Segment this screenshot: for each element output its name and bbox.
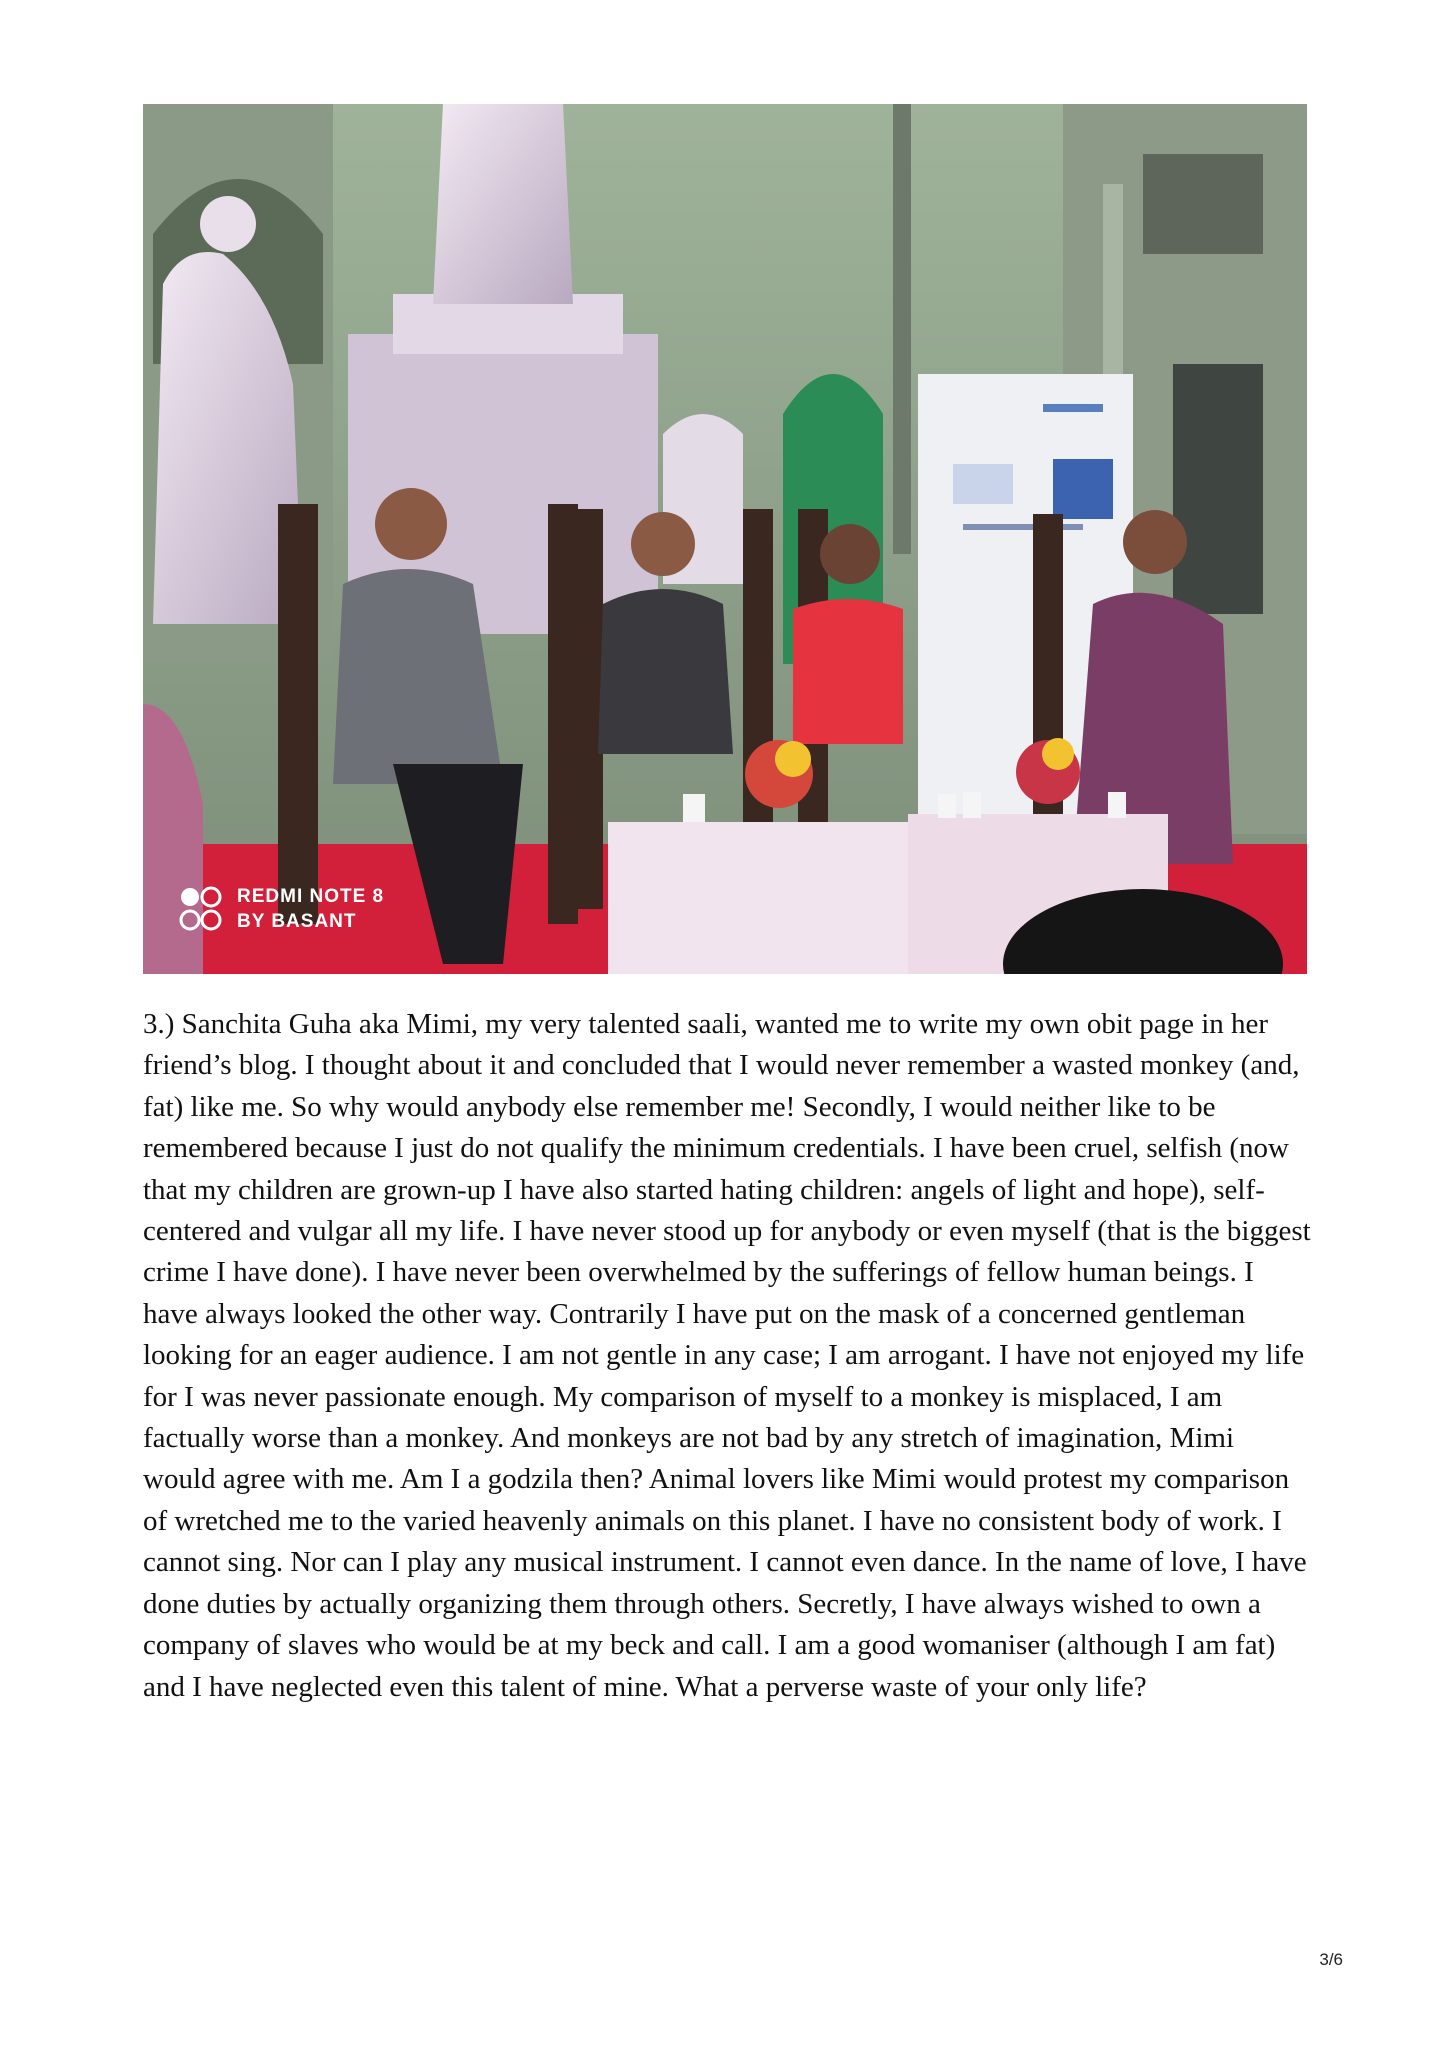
event-photo [143, 104, 1307, 974]
panel-discussion-image [143, 104, 1307, 974]
page-number: 3/6 [1319, 1950, 1343, 1969]
camera-logo-icon [179, 885, 223, 933]
camera-watermark [179, 884, 384, 934]
blog-paragraph: 3.) Sanchita Guha aka Mimi, my very talented saali, wanted me to write my own obit page in her friend’s blog. I thought about it and concluded that I would never remember a wasted monkey (and, fat) like me. So why would anybody else remember me! Secondly, I would neither like to be remembered because I just do not qualify the minimum credentials. I have been cruel, selfish (now that my children are grown-up I have also started hating children: angels of light and hope), self-centered and vulgar all my life. I have never stood up for anybody or even myself (that is the biggest crime I have done). I have never been overwhelmed by the sufferings of fellow human beings. I have always looked the other way. Contrarily I have put on the mask of a concerned gentleman looking for an eager audience. I am not gentle in any case; I am arrogant. I have not enjoyed my life for I was never passionate enough. My comparison of myself to a monkey is misplaced, I am factually worse than a monkey. And monkeys are not bad by any stretch of imagination, Mimi would agree with me. Am I a godzila then? Animal lovers like Mimi would protest my comparison of wretched me to the varied heavenly animals on this planet. I have no consistent body of work. I cannot sing. Nor can I play any musical instrument. I cannot even dance. In the name of love, I have done duties by actually organizing them through others. Secretly, I have always wished to own a company of slaves who would be at my beck and call. I am a good womaniser (although I am fat) and I have neglected even this talent of mine. What a perverse waste of your only life? [143, 1008, 1311, 1703]
watermark-line-1: REDMI NOTE 8 [237, 886, 385, 907]
watermark-line-2: BY BASANT [237, 911, 357, 932]
